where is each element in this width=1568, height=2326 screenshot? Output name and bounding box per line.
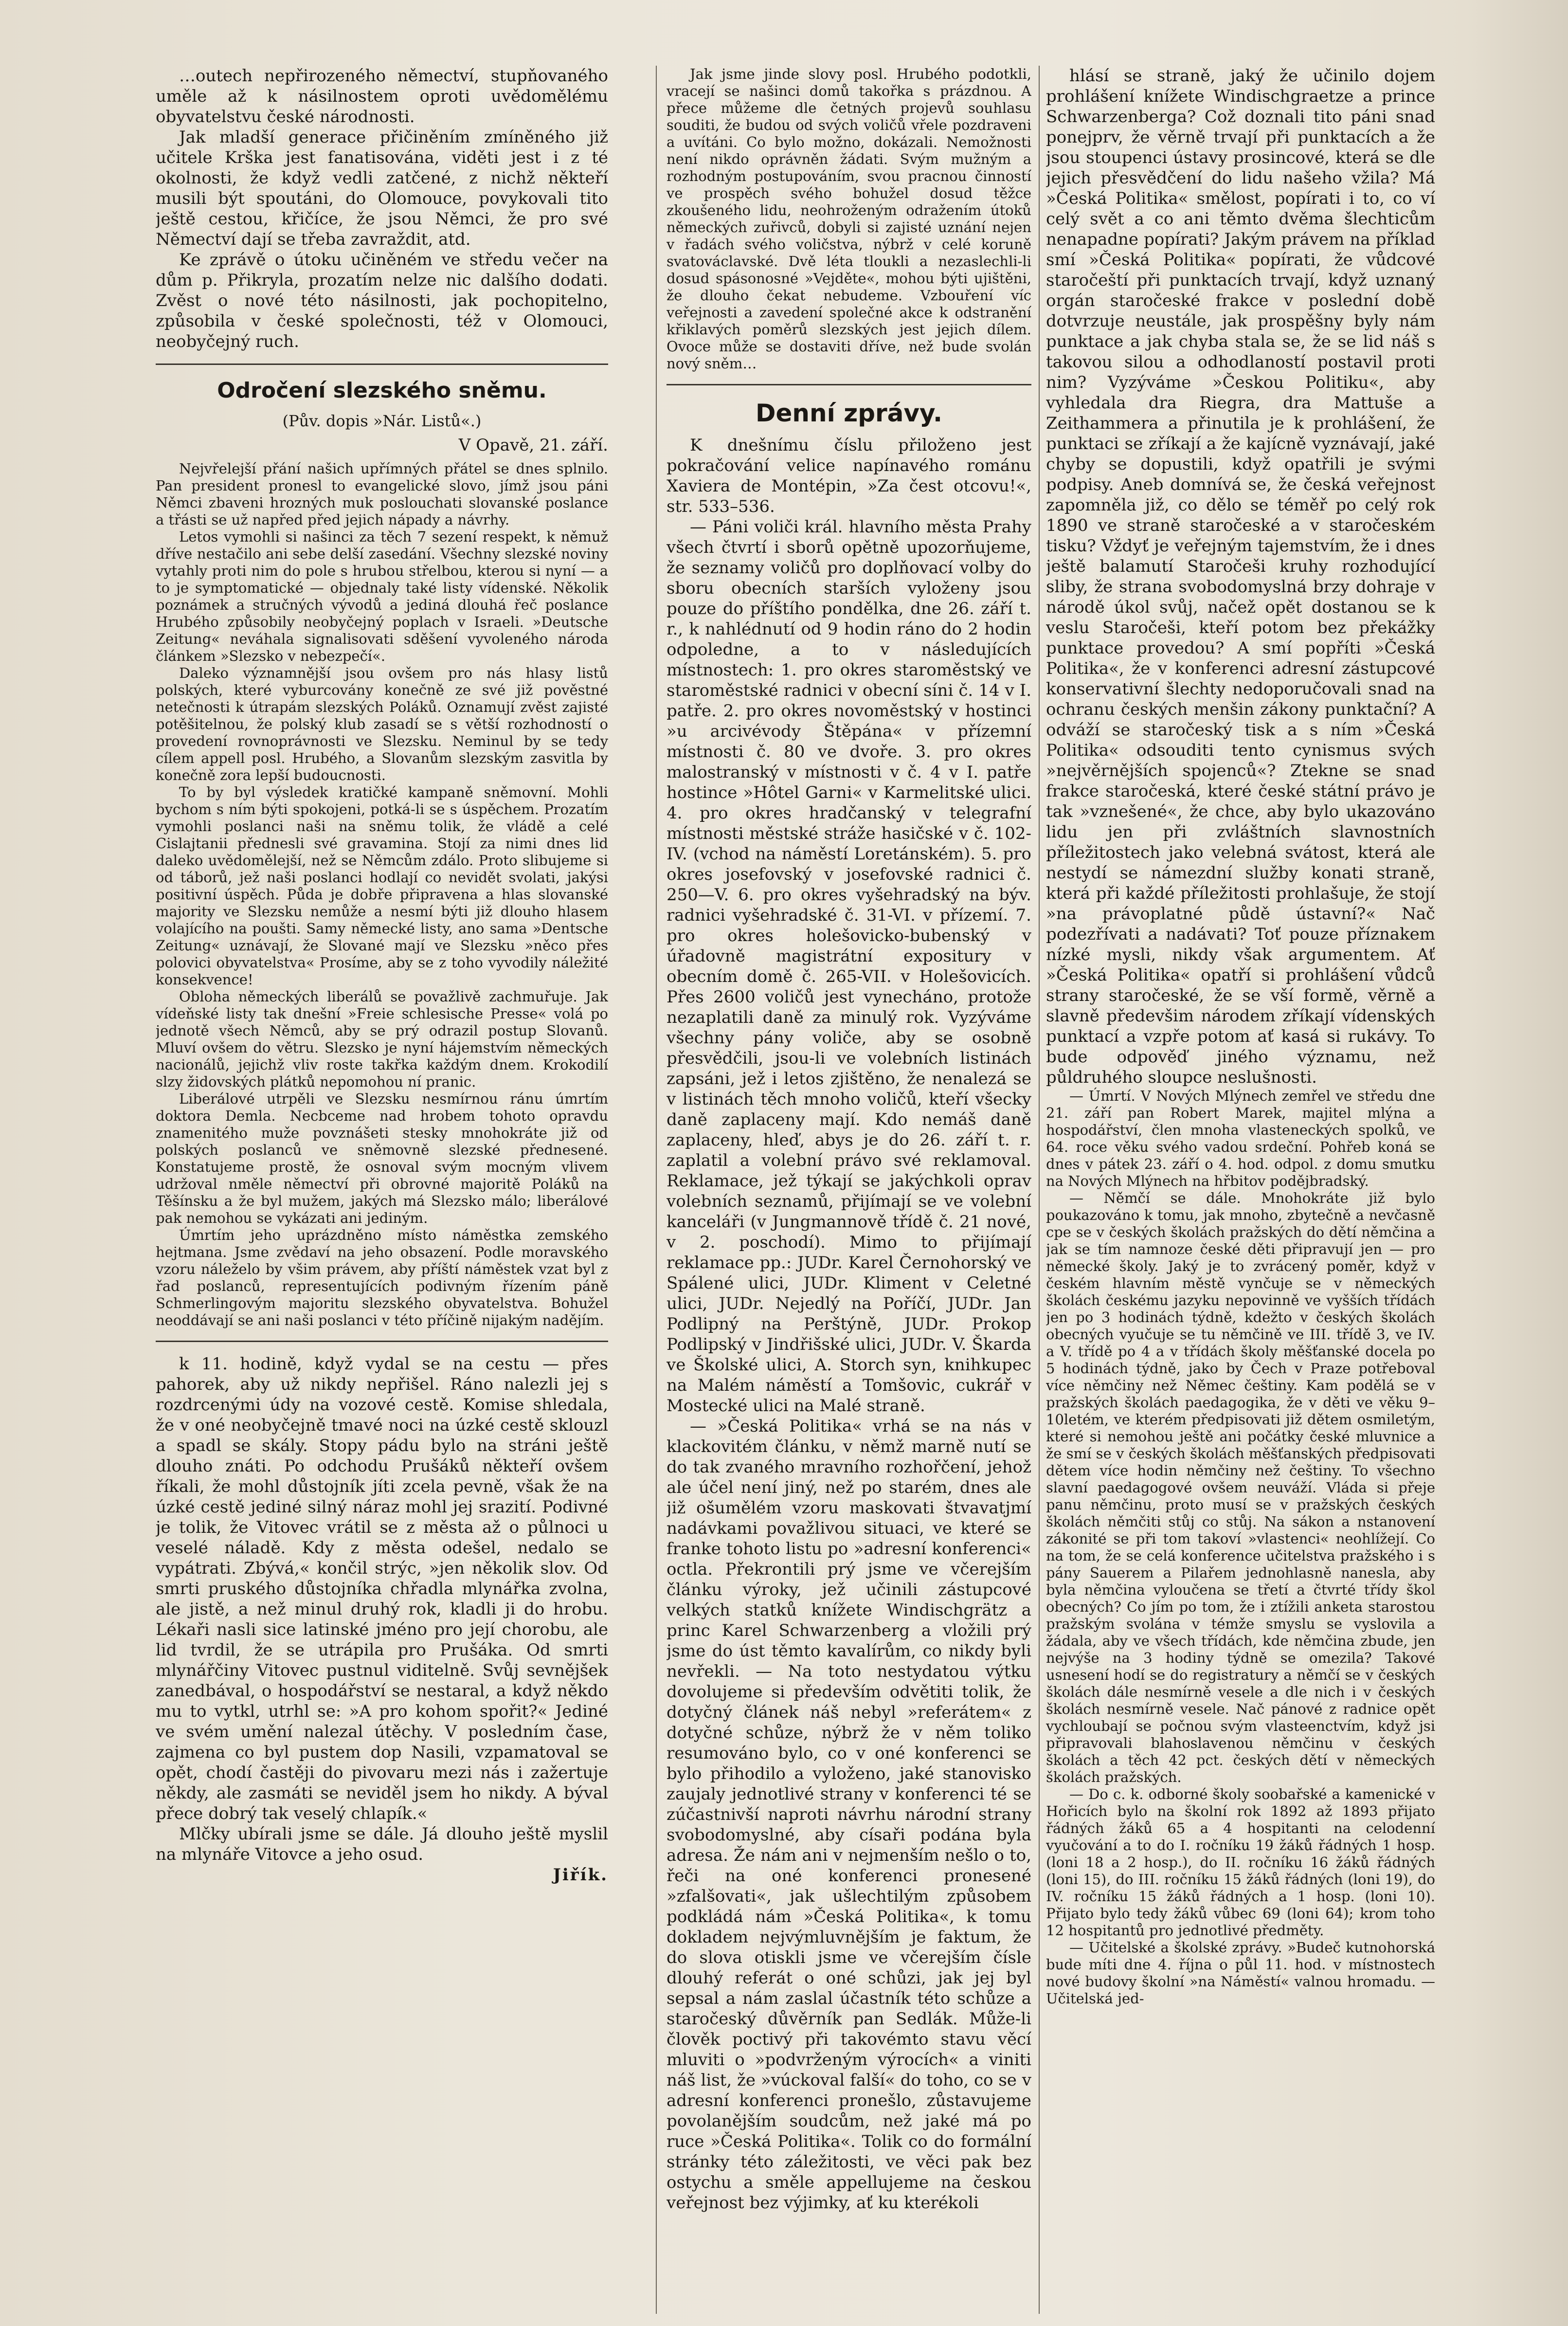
article-paragraph: Úmrtím jeho uprázdněno místo náměstka zemského hejtmana. Jsme zvědaví na jeho obsazení. Podle moravského vzoru náleželo by všim právem, aby příští náměstek vzat byl z řad poslanců, representujících podivným řízením páně Schmerlingovým majoritu slezského obyvatelstva. Bohužel neoddávají se ani naši poslanci v této příčině nijakým nadějím. — [156, 1227, 608, 1328]
article-dateline: V Opavě, 21. září. — [458, 436, 608, 455]
article-paragraph: Jak jsme jinde slovy posl. Hrubého podotkli, vracejí se našinci domů takořka s prázdnou. A přece můžeme dle četných projevů souhlasu souditi, že budou od svých voličů vřele pozdraveni a uvítáni. Co bylo možno, dokázali. Nemožnosti není nikdo oprávněn žádati. Svým mužným a rozhodným postupováním, svou pracnou činností ve prospěch svého bohužel dosud těžce zkoušeného lidu, neohroženým odražením útoků německých zuřivců, dobyli si zajisté uznání nejen v řadách svého voličstva, nýbrž v celé koruně svatováclavské. Dvě léta tloukli a nezaslechli-li dosud spásonosné »Vejděte«, mohou býti ujištěni, že dlouho čekat nebudeme. Vzbouření víc veřejnosti a zavedení společné akce k odstranění křiklavých poměrů slezských jest jejich dílem. Ovoce může se dostaviti dříve, než bude svolán nový sněm… — [667, 66, 1031, 372]
news-paragraph: — Páni voliči král. hlavního města Prahy všech čtvrtí i sborů opětně upozorňujeme, že seznamy voličů pro doplňovací volby do sboru obecních starších vyloženy jsou pouze do příštího pondělka, dne 26. září t. r., k nahlédnutí od 9 hodin ráno do 2 hodin odpoledne, a to v následujících místnostech: 1. pro okres staroměstský ve staroměstské radnici v obecní síni č. 14 v I. patře. 2. pro okres novoměstský v hostinci »u arcivévody Štěpána« v přízemní místnosti č. 80 ve dvoře. 3. pro okres malostranský v místnosti v č. 4 v I. patře hostince »Hôtel Garni« v Karmelitské ulici. 4. pro okres hradčanský v telegrafní místnosti městské stráže hasičské v č. 102-IV. (vchod na náměstí Loretánském). 5. pro okres josefovský v josefovské radnici č. 250—V. 6. pro okres vyšehradský na býv. radnici vyšehradské č. 31-VI. v přízemí. 7. pro okres holešovicko-bubenský v úřadovně magistrátní expositury v obecním domě č. 265-VII. v Holešovicích. Přes 2600 voličů jest vynecháno, protože nezaplatili daně za minulý rok. Vyzýváme všechny pány voliče, aby se osobně přesvědčili, jsou-li ve volebních listinách zapsáni, jež i letos zjištěno, že nenalezá se v listinách těch mnoho voličů, kteří všecky daně zaplaceny mají. Kdo nemáš daně zaplaceny, hleď, abys je do 26. září t. r. zaplatil a volební právo své reklamoval. Reklamace, jež týkají se jakýchkoli oprav volebních seznamů, přijímají se ve volební kanceláři (v Jungmannově třídě č. 21 nové, v 2. poschodí). Mimo to přijímají reklamace pp.: JUDr. Karel Černohorský ve Spálené ulici, JUDr. Kliment v Celetné ulici, JUDr. Nejedlý na Poříčí, JUDr. Jan Podlipný na Perštýně, JUDr. Prokop Podlipský v Jindřišské ulici, JUDr. V. Škarda ve Školské ulici, A. Storch syn, knihkupec na Malém náměstí a Tomšovic, cukrář v Mostecké ulici na Malé straně. — [667, 517, 1031, 1416]
article-paragraph: …outech nepřirozeného němectví, stupňovaného uměle až k násilnostem oproti uvědomělému obyvatelstvu české národnosti. — [156, 66, 608, 127]
column-3 — [1046, 66, 1435, 2319]
column-rule — [656, 66, 657, 2314]
column-1 — [156, 66, 608, 2319]
page-edge-shadow — [1466, 0, 1568, 2326]
feuilleton-paragraph: Mlčky ubírali jsme se dále. Já dlouho ještě myslil na mlynáře Vitovce a jeho osud. — [156, 1824, 608, 1864]
author-signature: Jiřík. — [553, 1865, 608, 1885]
article-heading-silesian-diet: Odročení slezského sněmu. — [217, 378, 547, 403]
column-2 — [667, 66, 1031, 2319]
news-paragraph: — »Česká Politika« vrhá se na nás v klackovitém článku, v němž marně nutí se do tak zvaného mravního rozhořčení, jehož ale účel není jiný, než po starém, dnes ale již ošumělém vzoru maskovati štvavatjmí nadávkami považlivou situaci, ve které se franke tohoto listu po »adresní konferenci« octla. Překrontili prý jsme ve včerejším článku výroky, jež učinili zástupcové velkých statků knížete Windischgrätz a princ Karel Schwarzenberg a vložili prý jsme do úst těmto kavalírům, co nikdy byli nevřekli. — Na toto nestydatou výtku dovolujeme si především odvětiti tolik, že dotyčný článek náš nebyl »referátem« z dotyčné schůze, nýbrž že v něm toliko resumováno bylo, co v oné konferenci se bylo přihodilo a vyloženo, jaké stanovisko zaujaly jednotlivé strany v konferenci té se zúčastnivší naproti návrhu národní strany svobodomyslné, aby císaři podána byla adresa. Že nám ani v nejmenším nešlo o to, řeči na oné konferenci pronesené »zfalšovati«, jak ušlechtilým způsobem podkládá nám »Česká Politika«, k tomu dokladem nejvýmluvnějším je faktum, že do slova otiskli jsme ve včerejším čísle dlouhý referát o oné schůzi, jak jej byl sepsal a nám zaslal účastník této schůze a staročeský důvěrník pan Sedlák. Může-li člověk poctivý při takovémto stavu věcí mluviti o »podvrženým výrocích« a viniti náš list, že »vúckoval falší« do toho, co se v adresní konferenci pronešlo, zůstavujeme povolanějším soudcům, než jaké má po ruce »Česká Politika«. Tolik co do formální stránky této záležitosti, ve věci pak bez ostychu a směle appellujeme na českou veřejnost bez výjimky, ať ku kterékoli — [667, 1417, 1031, 2213]
news-paragraph: hlásí se straně, jaký že učinilo dojem prohlášení knížete Windischgraetze a prince Schwarzenberga? Což doznali tito páni snad ponejprv, že věrně trvají při punktacích a že jsou stoupenci ústavy prosincové, která se dle jejich přesvědčení do lidu našeho vžila? Má »Česká Politika« smělost, popírati i to, co ví celý svět a co ani těmto dvěma šlechticům nenapadne popírati? Jakým právem na příklad smí »Česká Politika« popírati, že vůdcové staročeští při punktacích trvají, když uznaný orgán staročeské frakce v poslední době dotvrzuje neustále, jak prospěšny byly nám punktace a jak chyba stala se, že se lid náš s takovou silou a odhodlaností postavil proti nim? Vyzýváme »Českou Politiku«, aby vyhledala dra Riegra, dra Mattuše a Zeithammera a přinutila je k prohlášení, že punktaci se zříkají a že kajícně vyznávají, jaké chyby se dopustili, když opatřili je svými podpisy. Aneb domnívá se, že česká veřejnost zapomněla již, co dělo se téměř po celý rok 1890 ve straně staročeské a v staročeském tisku? Vždyť je veřejným tajemstvím, že i dnes ještě balamutí Staročeši kruhy rozhodující sliby, že strana svobodomyslná brzy dohraje v národě úkol svůj, načež opět dostanou se k veslu Staročeši, kteří potom bez překážky punktace provedou? A smí popříti »Česká Politika«, že v konferenci adresní zástupcové konservativní šlechty nedoporučovali snad na ochranu českých menšin zákony punktační? A odváží se staročeský tisk a s ním »Česká Politika« odsouditi tento cynismus svých »nejvěrnějších spojenců«? Ztekne se snad frakce staročeská, které české státní právo je tak »vznešené«, že chce, aby bylo ukazováno lidu jen při zvláštních slavnostních příležitostech jako velebná svátost, která ale nestydí se námezdní služby konati straně, která při každé příležitosti prohlašuje, že stojí »na právoplatné půdě ústavní?« Nač podezřívati a nadávati? Toť pouze příznakem nízké mysli, nikdy však argumentem. Ať »Česká Politika« opatří si prohlášení vůdců strany staročeské, že se vší formě, věrně a slavně předevšim národem zříkají vídenských punktací a vzpře potom ať kasá si rukávy. To bude odpověď jiného významu, než půldruhého sloupce neslušnosti. — [1046, 66, 1435, 1087]
article-paragraph: Obloha německých liberálů se považlivě zachmuřuje. Jak vídeňské listy tak dnešní »Freie schlesische Presse« volá po jednotě všech Němců, aby se prý odrazil postup Slovanů. Mluví ovšem do větru. Slezsko je nyní hájemstvím německých nacionálů, jejichž vliv roste takřka každým dnem. Krokodilí slzy židovských plátků nepomohou ní pranic. — [156, 988, 608, 1090]
article-paragraph: Ke zprávě o útoku učiněném ve středu večer na dům p. Přikryla, prozatím nelze nic dalšího dodati. Zvěst o nové této násilnosti, jak pochopitelno, způsobila v české společnosti, též v Olomouci, neobyčejný ruch. — [156, 250, 608, 351]
section-divider — [667, 384, 1031, 385]
feuilleton-paragraph: k 11. hodině, když vydal se na cestu — přes pahorek, aby už nikdy nepřišel. Ráno nalezli jej s rozdrcenými údy na vozové cestě. Komise shledala, že v oné neobyčejně tmavé noci na úzké cestě sklouzl a spadl se skály. Stopy pádu bylo na stráni ještě dlouho znáti. Po odchodu Prušáků někteří ovšem říkali, že mohl důstojník jíti zcela pevně, však že na úzké cestě jediné silný náraz mohl jej srazití. Podivné je tolik, že Vitovec vrátil se z města až o půlnoci u veselé náladě. Kdy z města odešel, nedalo se vypátrati. Zbývá,« končil strýc, »jen několik slov. Od smrti pruského důstojníka chřadla mlynářka zvolna, ale jistě, a než minul druhý rok, kladli ji do hrobu. Lékaři nasli sice latinské jméno pro její chorobu, ale lid tvrdil, že se utrápila pro Prušáka. Od smrti mlynářčiny Vitovec pustnul viditelně. Svůj sevnějšek zanedbával, o hospodářství se nestaral, a když někdo mu to vytkl, utrhl se: »A pro kohom spořit?« Jediné ve svém umění nalezal útěchy. V posledním čase, zajmena co byl pustem dop Nasili, vzpamatoval se opět, chodí častěji do pivovaru mezi nás i zažertuje někdy, ale zasmáti se neviděl jsem ho nikdy. A býval přece dobrý tak veselý chlapík.« — [156, 1354, 608, 1823]
column-rule — [1039, 66, 1040, 2314]
news-paragraph: — Úmrtí. V Nových Mlýnech zemřel ve středu dne 21. září pan Robert Marek, majitel mlýna a hospodářství, člen mnoha vlasteneckých spolků, ve 64. roce věku svého vadou srdeční. Pohřeb koná se dnes v pátek 23. září o 4. hod. odpol. z domu smutku na Nových Mlýnech na hřbitov podějbradský. — [1046, 1088, 1435, 1189]
article-paragraph: Nejvřelejší přání našich upřímných přátel se dnes splnilo. Pan president pronesl to evangelické slovo, jímž jsou páni Němci zbaveni hrozných muk poslouchati slovanské poslance a třásti se už napřed před jejich nápady a návrhy. — [156, 460, 608, 528]
article-source: (Pův. dopis »Nár. Listů«.) — [282, 412, 482, 430]
daily-news-heading: Denní zprávy. — [755, 399, 943, 427]
news-paragraph: — Němčí se dále. Mnohokráte již bylo poukazováno k tomu, jak mnoho, zbytečně a nevčasně cpe se v českých školách pražských do dětí němčina a jak se tím namnoze české děti připravují jen — pro německé školy. Jaký je to zvrácený poměr, když v českém hlavním městě vynčuje se v německých školách českému jazyku nepovinně ve vyšších třídách jen po 3 hodinách týdně, kdežto v českých školách obecných vyučuje se tu němčině ve III. třídě 3, ve IV. a V. třídě po 4 a v třídách školy měšťanské docela po 5 hodinách týdně, jako by Čech v Praze potřeboval více němčiny než Němec češtiny. Kam podělá se v pražských školách paedagogika, že v děti ve věku 9–10letém, ve kterém předpisovati již dětem osmiletým, které si nemohou ještě ani počátky české mluvnice a že smí se v českých školách měšťanských předpisovati dětem více hodin němčiny než češtiny. To všechno slavní paedagogové ovšem neuváží. Vláda si přeje panu němčinu, proto musí se v pražských českých školách němčiti stůj co stůj. Na sákon a nstanovení zákonité se při tom takoví »vlastenci« neohlížejí. Co na tom, že se celá konference učitelstva pražského i s pány Sauerem a Pilařem jednohlasně nanesla, aby byla němčina vyloučena se třetí a čtvrté třídy škol obecných? Co jím po tom, že i ztížili anketa starostou pražským svolána v témže smyslu se vyslovila a žádala, aby ve všech třídách, kde němčina zbude, jen nejvýše na 3 hodiny týdně se omezila? Takové usnesení hodí se do registratury a němčí se v českých školách dále nesmírně vesele a dle nich i v českých školách nesmírně vesele. Nač pánové z radnice opět vychloubají se počnou svým vlasteenctvím, když jsi připravovali blahoslavenou němčinu v českých školách a těch 42 pct. českých dětí v německých školách pražských. — [1046, 1190, 1435, 1785]
section-divider — [156, 1341, 608, 1342]
article-paragraph: To by byl výsledek kratičké kampaně sněmovní. Mohli bychom s ním býti spokojeni, potká-li se s úspěchem. Prozatím vymohli poslanci naši na sněmu tolik, že vládě a celé Cislajtanii přednesli své gravamina. Stojí za nimi dnes lid daleko uvědomělejší, než se Němcům zdálo. Proto slibujeme si od táborů, jež naši poslanci hodlají co nevidět svolati, jakýsi positivní úspěch. Půda je dobře připravena a hlas slovanské majority ve Slezsku nemůže a nesmí býti již dlouho hlasem volajícího na poušti. Samy německé listy, ano sama »Dentsche Zeitung« uznávají, že Slované mají ve Slezsku »něco přes polovici obyvatelstva« Prosíme, aby se z toho vyvodily náležité konsekvence! — [156, 784, 608, 988]
news-paragraph: K dnešnímu číslu přiloženo jest pokračování velice napínavého románu Xaviera de Montépin, »Za čest otcovu!«, str. 533–536. — [667, 436, 1031, 516]
article-paragraph: Daleko významnější jsou ovšem pro nás hlasy listů polských, které vyburcovány konečně ze své již pověstné netečnosti k útrapám slezských Poláků. Oznamují zvěst zajisté potěšitelnou, že polský klub zasadí se s větší rozhodností o provedení rovnoprávnosti ve Slezsku. Neminul by se tedy cílem appell posl. Hrubého, a Slovanům slezským zasvitla by konečně zora lepší budoucnosti. — [156, 665, 608, 783]
article-paragraph: Letos vymohli si našinci za těch 7 sezení respekt, k němuž dříve nestačilo ani sebe delší zasedání. Všechny slezské noviny vytahly proti nim do pole s hrubou střelbou, kterou si nyní — a to je symptomatické — objednaly také listy vídenské. Několik poznámek a stručných vývodů a jediná dlouhá řeč poslance Hrubého způsobily neobyčejný poplach v Israeli. »Deutsche Zeitung« neváhala signalisovati sděšení vyvoleného národa článkem »Slezsko v nebezpečí«. — [156, 528, 608, 664]
section-divider — [156, 363, 608, 365]
article-paragraph: Liberálové utrpěli ve Slezsku nesmírnou ránu úmrtím doktora Demla. Necbceme nad hrobem tohoto opravdu znamenitého muže povznášeti stesky mnohokráte již od polských poslanců ve sněmovně slezské přednesené. Konstatujeme prostě, že osnoval svým mocným vlivem udržoval nměle němectví při obrovné majoritě Poláků na Těšínsku a že byl mužem, jakých má Slezsko málo; liberálové pak nemohou se vykázati ani jediným. — [156, 1090, 608, 1226]
news-paragraph: — Do c. k. odborné školy soobařské a kamenické v Hořicích bylo na školní rok 1892 až 1893 přijato řádných žáků 65 a 4 hospitanti na celodenní vyučování a to do I. ročníku 19 žáků řádných 1 hosp. (loni 18 a 2 hosp.), do II. ročníku 16 žáků řádných (loni 15), do III. ročníku 15 žáků řádných (loni 19), do IV. ročníku 15 žáků řádných a 1 hosp. (loni 10). Přijato bylo tedy žáků vůbec 69 (loni 64); krom toho 12 hospitantů pro jednotlivé předměty. — [1046, 1786, 1435, 1939]
news-paragraph: — Učitelské a školské zprávy. »Budeč kutnohorská bude míti dne 4. října o půl 11. hod. v místnostech nové budovy školní »na Náměstí« valnou hromadu. — Učitelská jed- — [1046, 1939, 1435, 2007]
article-paragraph: Jak mladší generace přičiněním zmíněného již učitele Krška jest fanatisována, viděti jest i z té okolnosti, že když vedli zatčené, z nichž někteří musili být spoutáni, do Olomouce, povykovali tito ještě cestou, křičíce, že jsou Němci, že pro své Němectví dají se třeba zavraždit, atd. — [156, 127, 608, 249]
